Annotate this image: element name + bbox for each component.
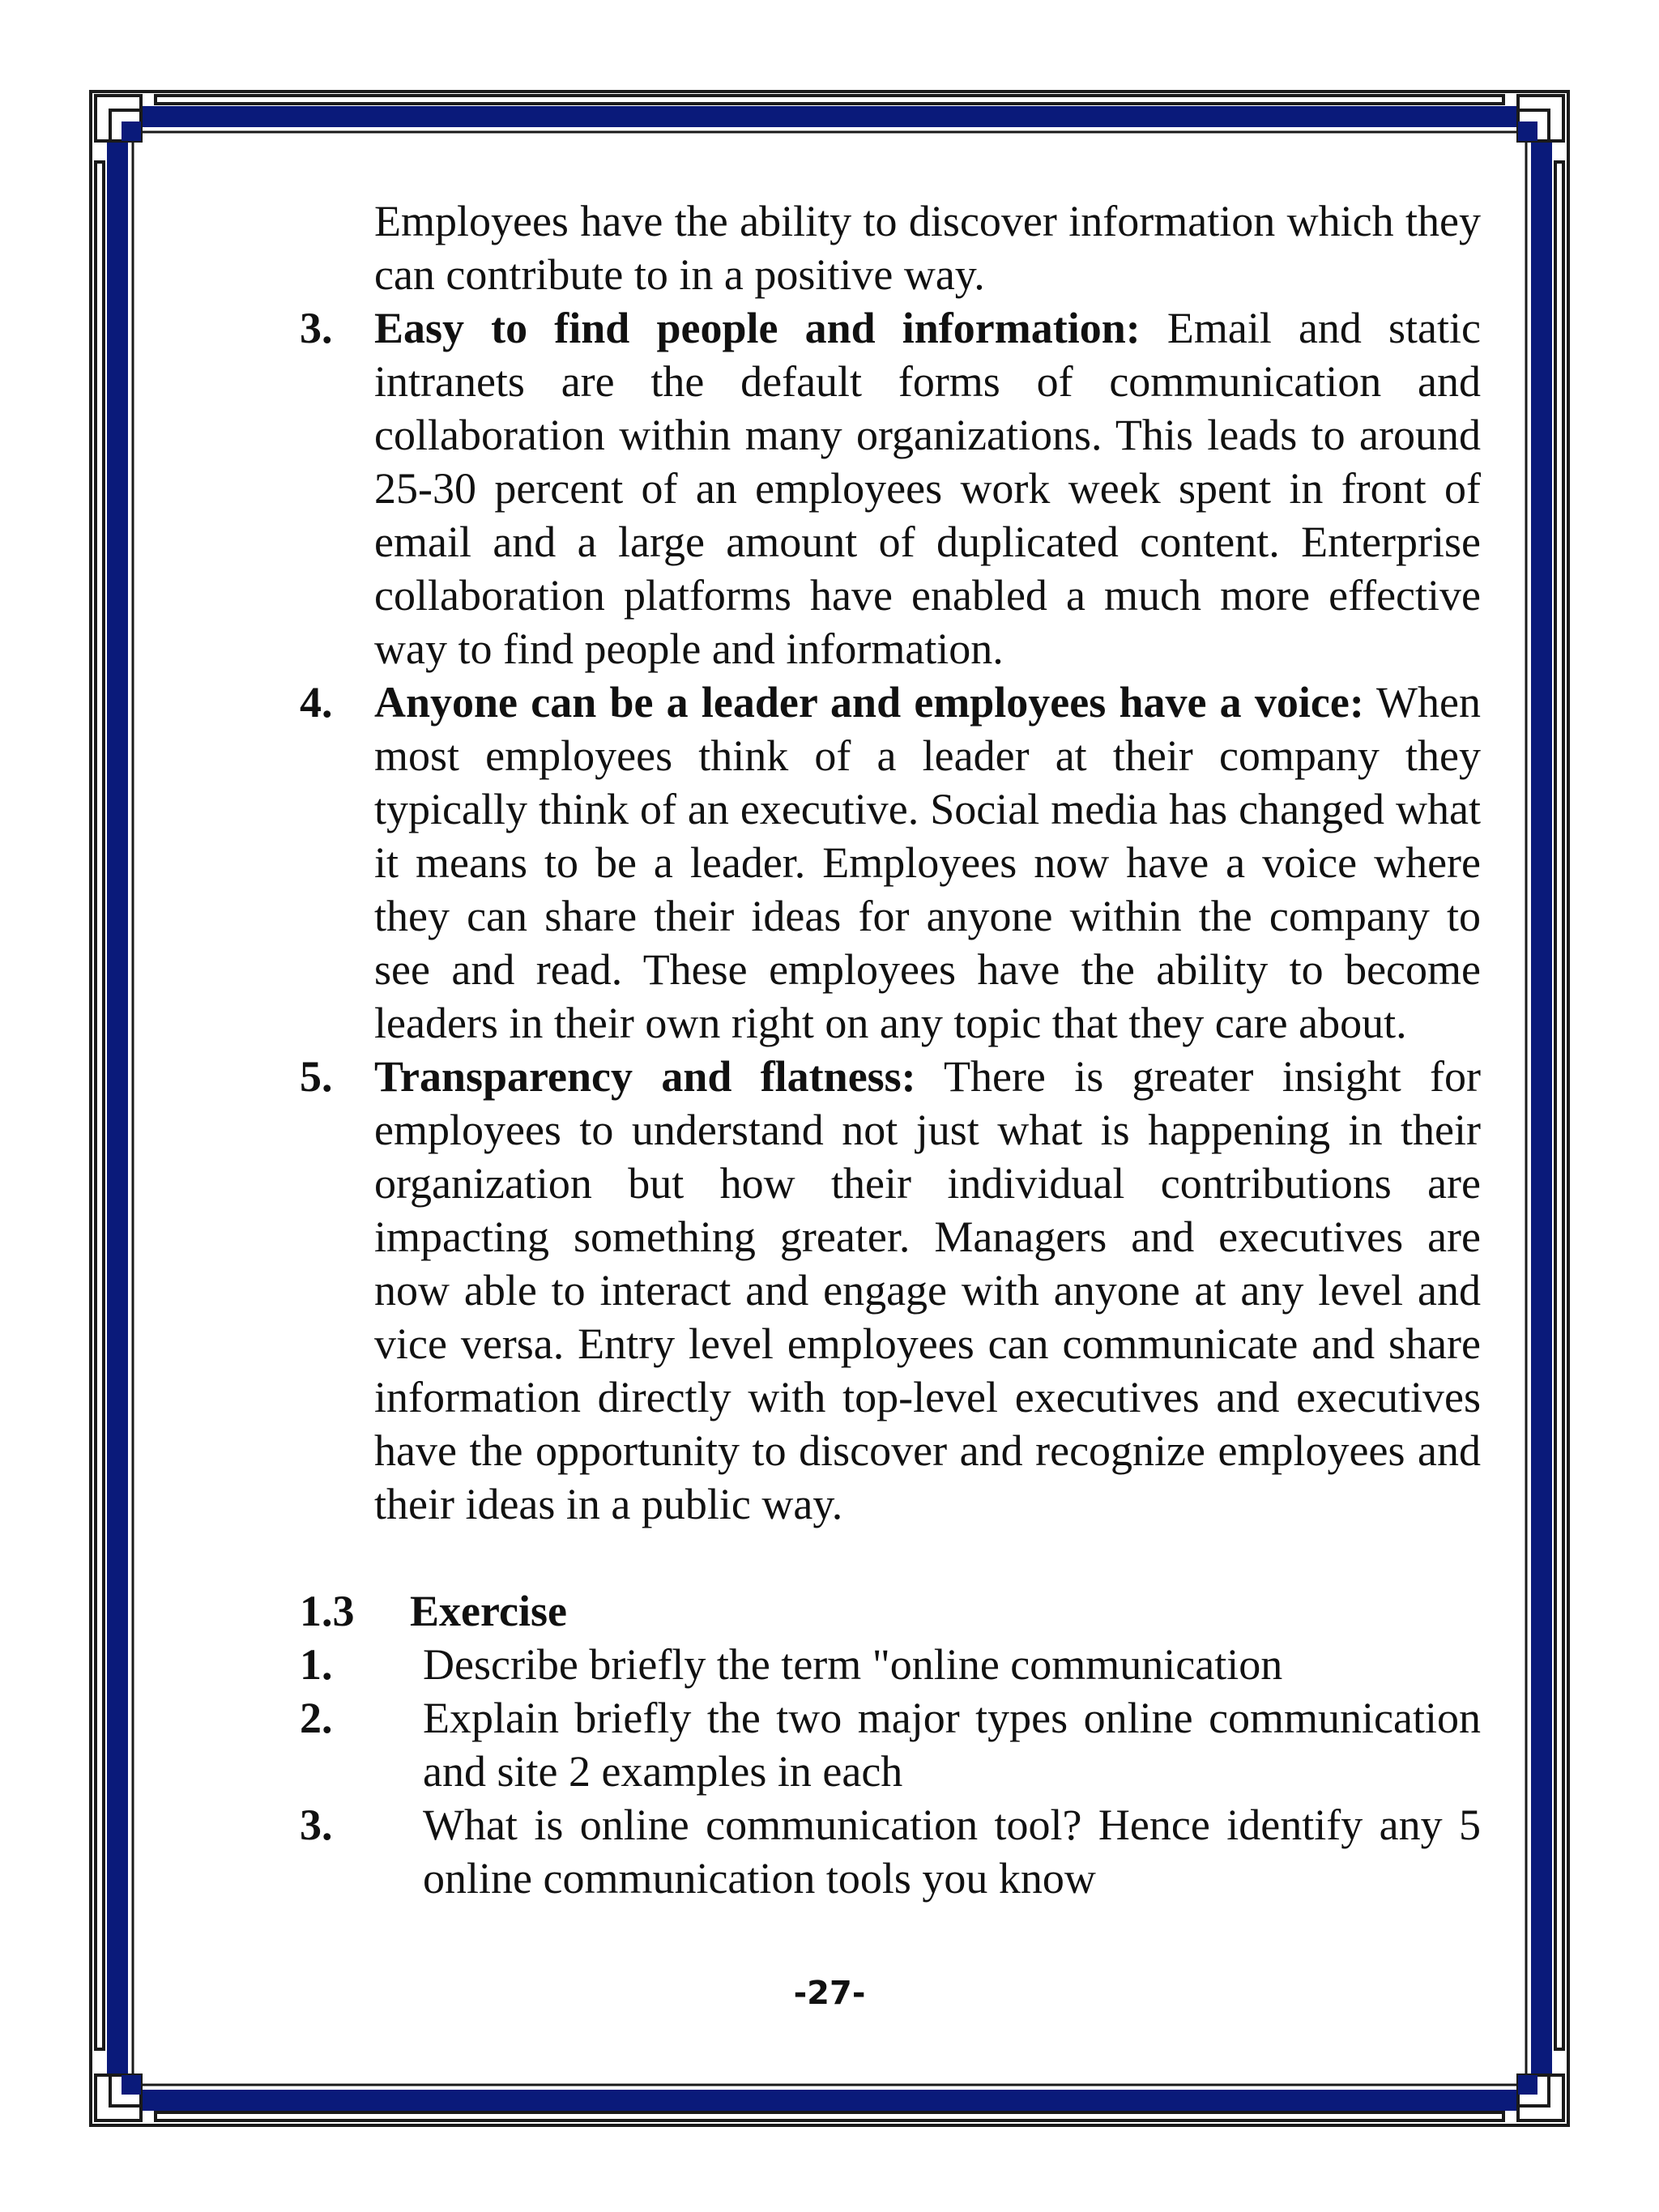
item-text: Email and static intranets are the default forms of communication and collaboration within many organizations. This leads to around 25-30 percent of an employees work week spent in front of email and a large amount of duplicated content. Enterprise collaboration platforms have enabled a much more effective way to find people and information. <box>374 304 1481 673</box>
item-text: When most employees think of a leader at their company they typically think of an executive. Social media has changed what it means to be a leader. Employees now have a voice where they can share their ideas for anyone within the company to see and read. These employees have the ability to become leaders in their own right on any topic that they care about. <box>374 678 1481 1047</box>
item-heading: Anyone can be a leader and employees have a voice: <box>374 678 1364 727</box>
section-number: 1.3 <box>300 1587 355 1635</box>
item-number: 5. <box>300 1052 333 1101</box>
question-number: 2. <box>300 1694 333 1742</box>
question-text: What is online communication tool? Hence identify any 5 online communication tools you know <box>423 1801 1481 1903</box>
list-item <box>300 676 1481 1050</box>
intro-continuation: Employees have the ability to discover information which they can contribute to in a positive way. <box>374 197 1481 299</box>
item-number: 3. <box>300 304 333 352</box>
question-item <box>300 1798 1481 1905</box>
list-item <box>300 1050 1481 1531</box>
item-heading: Easy to find people and information: <box>374 304 1141 352</box>
question-number: 3. <box>300 1801 333 1849</box>
exercise-questions <box>300 1638 1481 1905</box>
question-number: 1. <box>300 1640 333 1689</box>
question-item <box>300 1691 1481 1798</box>
section-title: Exercise <box>410 1587 567 1635</box>
numbered-benefits-list <box>300 301 1481 1531</box>
question-text: Describe briefly the term "online communication <box>423 1640 1283 1689</box>
item-text: There is greater insight for employees to understand not just what is happening in their organization but how their individual contributions are impacting something greater. Managers and executives are now able to interact and engage with anyone at any level and vice versa. Entry level employees can communicate and share information directly with top-level executives and executives have the opportunity to discover and recognize employees and their ideas in a public way. <box>374 1052 1481 1528</box>
question-text: Explain briefly the two major types online communication and site 2 examples in each <box>423 1694 1481 1796</box>
item-heading: Transparency and flatness: <box>374 1052 916 1101</box>
item-number: 4. <box>300 678 333 727</box>
question-item <box>300 1638 1481 1691</box>
exercise-section <box>300 1584 1481 1905</box>
list-item <box>300 301 1481 676</box>
page-body <box>300 194 1481 1905</box>
exercise-heading <box>300 1584 1481 1638</box>
page-number: -27- <box>793 1975 866 2012</box>
